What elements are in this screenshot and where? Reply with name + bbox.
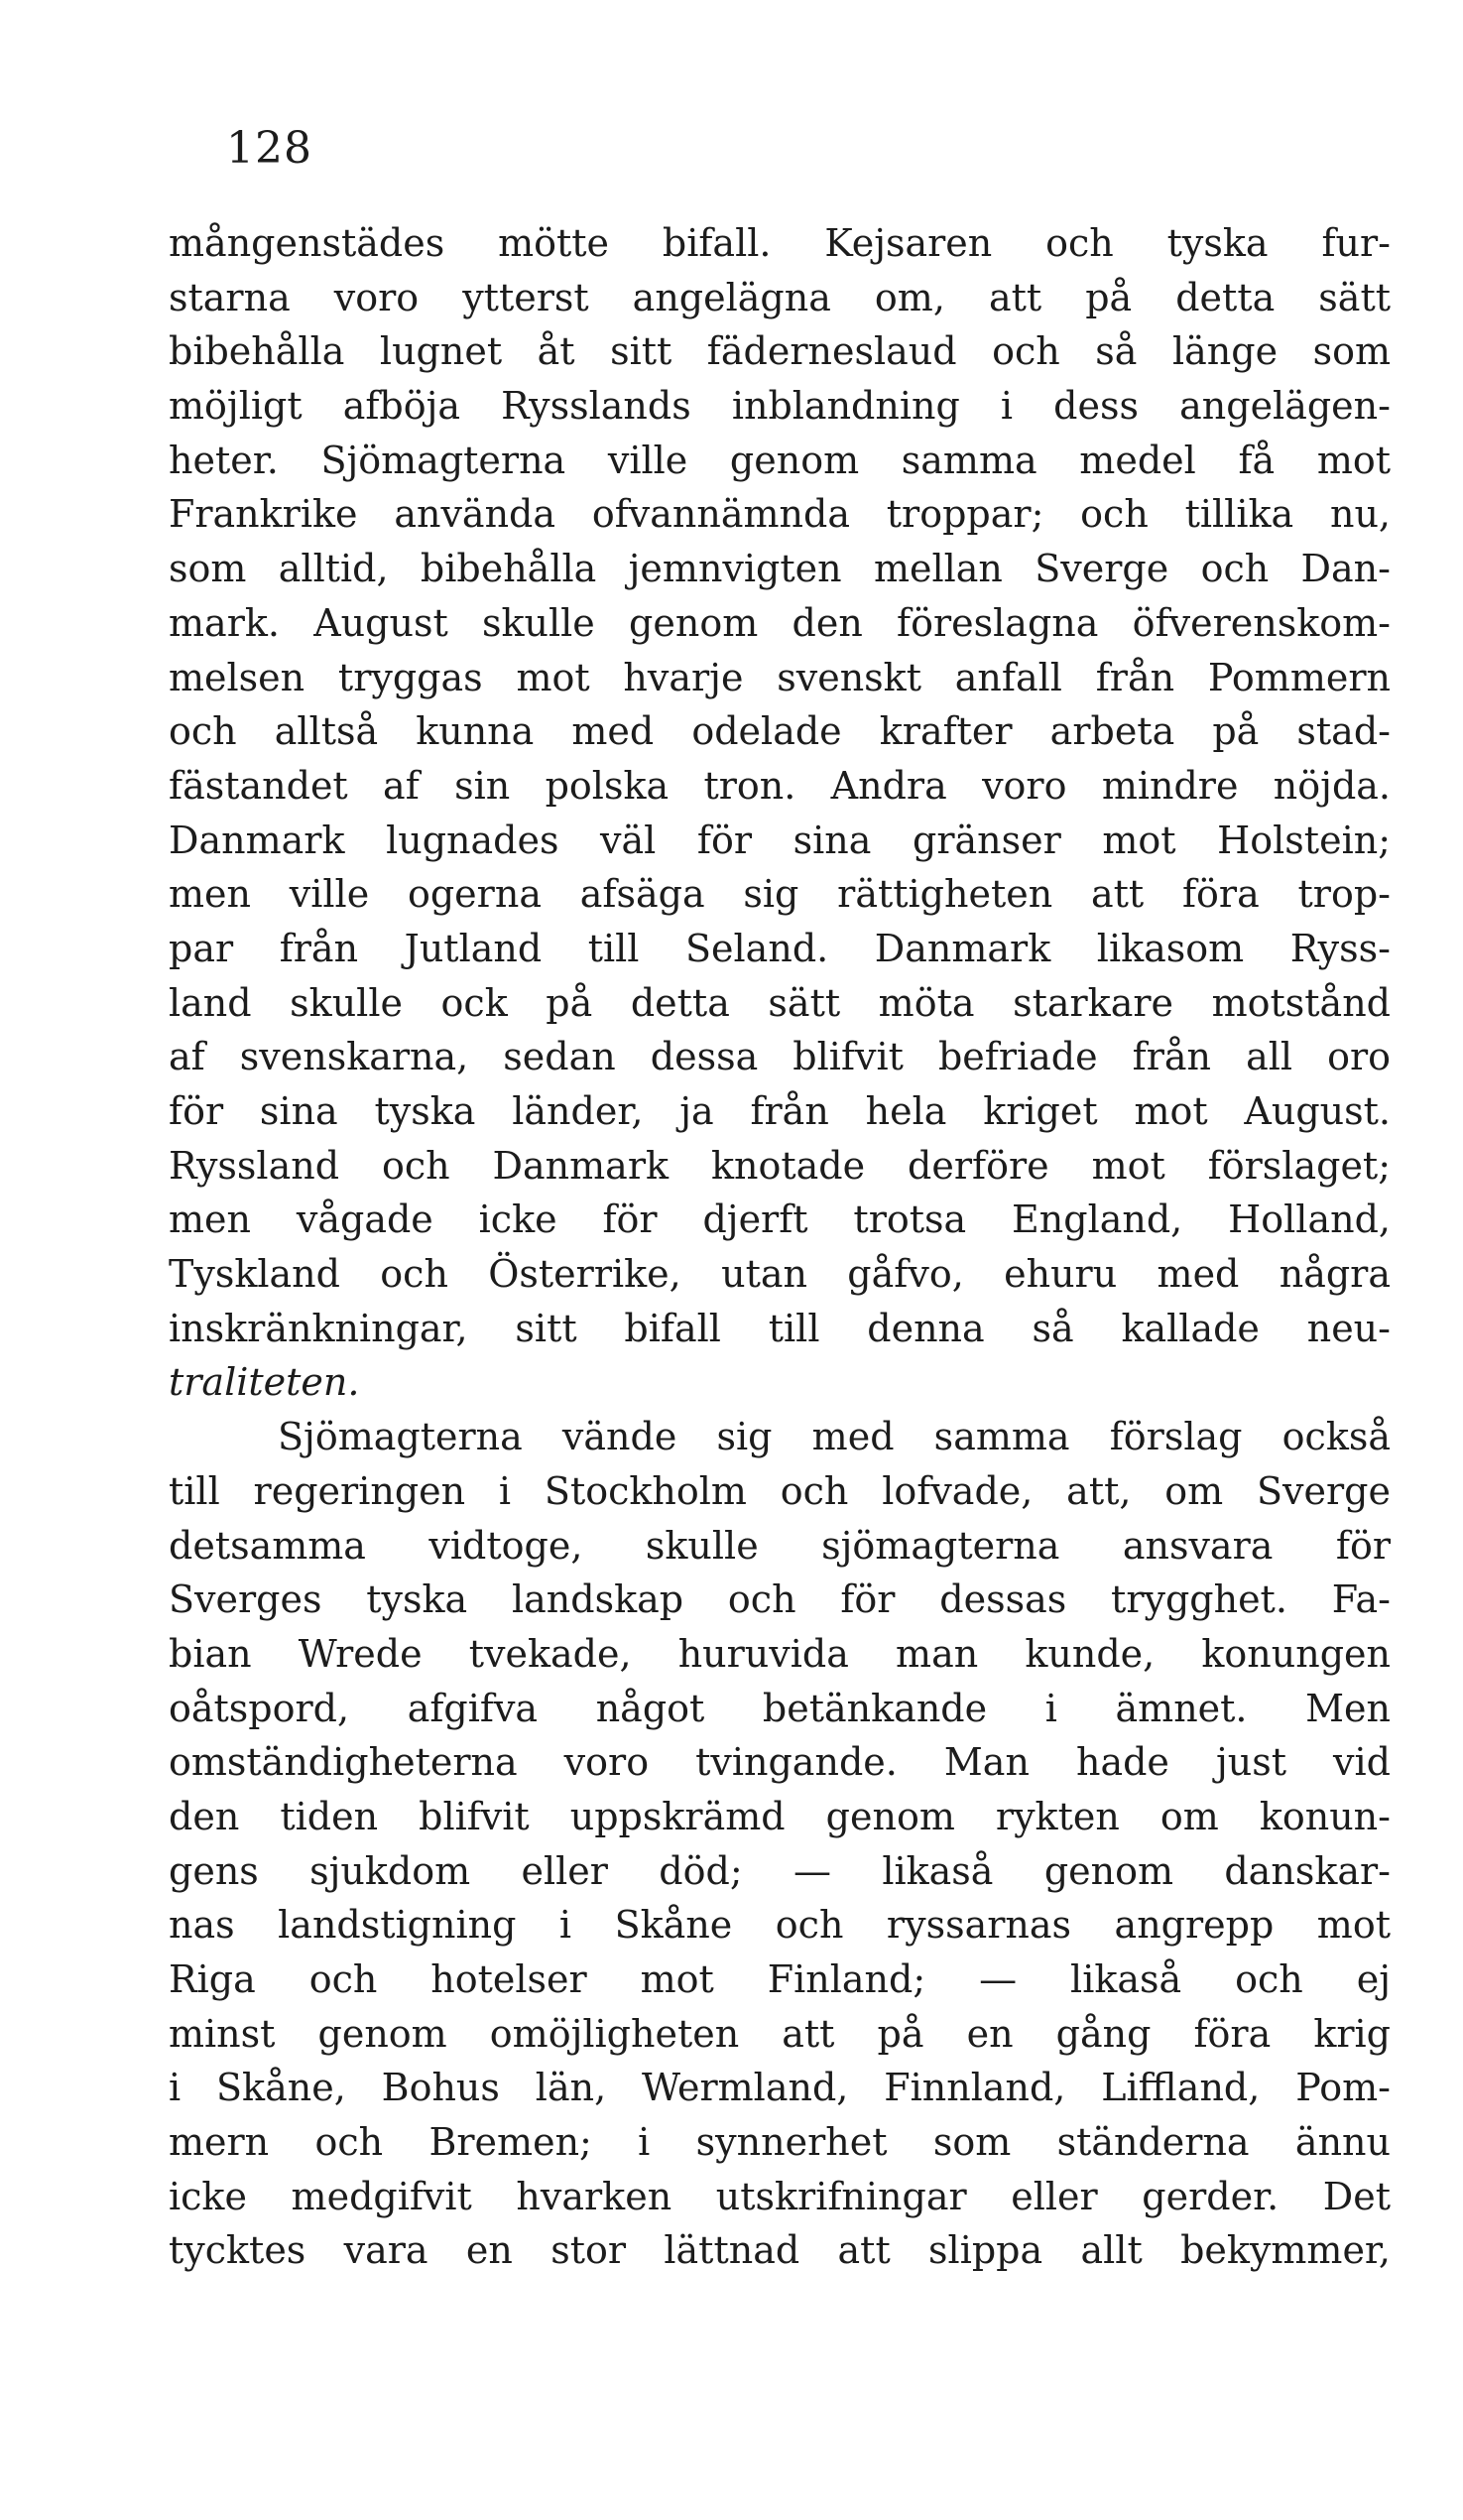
- text-line: fästandet af sin polska tron. Andra voro mindre nöjda.: [169, 763, 1391, 808]
- text-line: tycktes vara en stor lättnad att slippa allt bekymmer,: [169, 2228, 1391, 2273]
- text-line: den tiden blifvit uppskrämd genom rykten om konun-: [169, 1794, 1391, 1838]
- paragraph-first-line: Sjömagterna vände sig med samma förslag också: [278, 1415, 1391, 1459]
- text-line: men vågade icke för djerft trotsa England, Holland,: [169, 1197, 1391, 1242]
- text-line: Riga och hotelser mot Finland; — likaså och ej: [169, 1957, 1391, 2001]
- text-line: mern och Bremen; i synnerhet som ständerna ännu: [169, 2120, 1391, 2165]
- text-line: och alltså kunna med odelade krafter arbeta på stad-: [169, 709, 1391, 754]
- text-line-emphasis: traliteten.: [169, 1360, 360, 1405]
- text-line: gens sjukdom eller död; — likaså genom danskar-: [169, 1848, 1391, 1893]
- text-line: möjligt afböja Rysslands inblandning i dess angelägen-: [169, 384, 1391, 429]
- text-line: bibehålla lugnet åt sitt fäderneslaud och så länge som: [169, 329, 1391, 374]
- text-line: minst genom omöjligheten att på en gång föra krig: [169, 2011, 1391, 2056]
- body-text: [169, 216, 1391, 2278]
- text-line: Ryssland och Danmark knotade derföre mot förslaget;: [169, 1143, 1391, 1188]
- text-line: starna voro ytterst angelägna om, att på detta sätt: [169, 275, 1391, 319]
- text-line: detsamma vidtoge, skulle sjömagterna ansvara för: [169, 1523, 1391, 1568]
- text-line: i Skåne, Bohus län, Wermland, Finnland, Liffland, Pom-: [169, 2066, 1391, 2110]
- text-line: land skulle ock på detta sätt möta starkare motstånd: [169, 980, 1391, 1025]
- text-line: Tyskland och Österrike, utan gåfvo, ehuru med några: [169, 1252, 1391, 1297]
- text-line: omständigheterna voro tvingande. Man hade just vid: [169, 1740, 1391, 1785]
- text-line: heter. Sjömagterna ville genom samma medel få mot: [169, 438, 1391, 482]
- text-line: bian Wrede tvekade, huruvida man kunde, konungen: [169, 1631, 1391, 1676]
- text-line: Danmark lugnades väl för sina gränser mot Holstein;: [169, 818, 1391, 862]
- text-line: nas landstigning i Skåne och ryssarnas angrepp mot: [169, 1903, 1391, 1948]
- text-line: icke medgifvit hvarken utskrifningar eller gerder. Det: [169, 2174, 1391, 2218]
- text-line: till regeringen i Stockholm och lofvade, att, om Sverge: [169, 1468, 1391, 1513]
- text-line: men ville ogerna afsäga sig rättigheten att föra trop-: [169, 872, 1391, 917]
- page-number: 128: [226, 123, 312, 174]
- text-line: Frankrike använda ofvannämnda troppar; och tillika nu,: [169, 492, 1391, 537]
- text-line: oåtspord, afgifva något betänkande i ämnet. Men: [169, 1686, 1391, 1730]
- text-line: mark. August skulle genom den föreslagna öfverenskom-: [169, 600, 1391, 645]
- text-line: inskränkningar, sitt bifall till denna så kallade neu-: [169, 1306, 1391, 1350]
- text-line: af svenskarna, sedan dessa blifvit befriade från all oro: [169, 1035, 1391, 1079]
- text-line: par från Jutland till Seland. Danmark likasom Ryss-: [169, 926, 1391, 970]
- text-line: som alltid, bibehålla jemnvigten mellan Sverge och Dan-: [169, 547, 1391, 591]
- text-line: melsen tryggas mot hvarje svenskt anfall från Pommern: [169, 655, 1391, 699]
- text-line: Sverges tyska landskap och för dessas trygghet. Fa-: [169, 1577, 1391, 1622]
- text-line: för sina tyska länder, ja från hela kriget mot August.: [169, 1089, 1391, 1133]
- text-line: mångenstädes mötte bifall. Kejsaren och tyska fur-: [169, 221, 1391, 265]
